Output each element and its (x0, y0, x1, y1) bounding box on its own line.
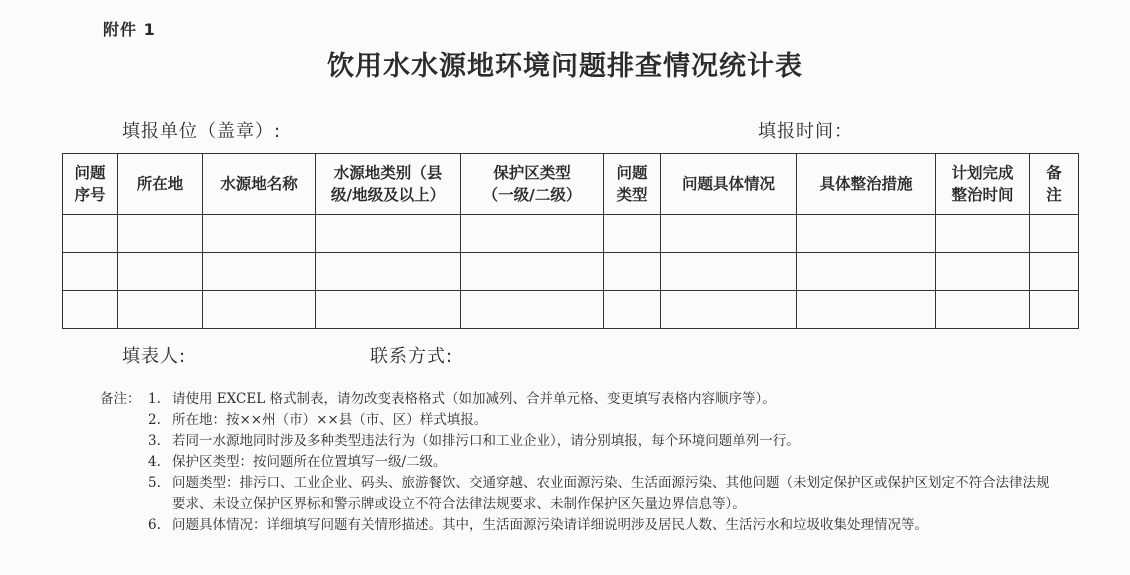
table-cell[interactable] (63, 215, 118, 253)
table-cell[interactable] (63, 253, 118, 291)
fill-unit-label: 填报单位（盖章）: (122, 121, 282, 142)
header-planned-completion: 计划完成 整治时间 (936, 154, 1030, 215)
table-cell[interactable] (203, 253, 316, 291)
note-number: 1. (148, 391, 161, 407)
note-item (100, 389, 1060, 410)
table-cell[interactable] (661, 215, 797, 253)
table-header-row (63, 154, 1079, 215)
table-cell[interactable] (936, 215, 1030, 253)
table-row (63, 253, 1079, 291)
header-remarks: 备 注 (1030, 154, 1079, 215)
table-cell[interactable] (1030, 253, 1079, 291)
note-text: 问题类型：排污口、工业企业、码头、旅游餐饮、交通穿越、农业面源污染、生活面源污染、其他问题（未划定保护区或保护区划定不符合法律法规要求、未设立保护区界标和警示牌或设立不符合法律法规要求、未制作保护区矢量边界信息等）。 (172, 475, 1050, 512)
table-cell[interactable] (316, 291, 461, 329)
table-cell[interactable] (203, 291, 316, 329)
header-source-category: 水源地类别（县 级/地级及以上） (316, 154, 461, 215)
note-item (100, 473, 1060, 515)
header-source-name: 水源地名称 (203, 154, 316, 215)
table-cell[interactable] (604, 291, 661, 329)
note-item (100, 410, 1060, 431)
table-cell[interactable] (1030, 291, 1079, 329)
table-cell[interactable] (316, 253, 461, 291)
table-cell[interactable] (118, 215, 203, 253)
header-remediation-measures: 具体整治措施 (797, 154, 936, 215)
note-number: 3. (148, 433, 161, 449)
note-text: 若同一水源地同时涉及多种类型违法行为（如排污口和工业企业），请分别填报，每个环境问题单列一行。 (172, 433, 800, 449)
fill-time-label: 填报时间： (758, 121, 853, 142)
note-number: 2. (148, 412, 161, 428)
table-cell[interactable] (797, 253, 936, 291)
note-item (100, 431, 1060, 452)
header-location: 所在地 (118, 154, 203, 215)
table-cell[interactable] (461, 215, 604, 253)
note-number: 6. (148, 517, 161, 533)
table-cell[interactable] (936, 253, 1030, 291)
page-title: 饮用水水源地环境问题排查情况统计表 (327, 51, 803, 82)
note-number: 4. (148, 454, 161, 470)
contact-label: 联系方式: (370, 346, 454, 367)
table-cell[interactable] (936, 291, 1030, 329)
note-text: 问题具体情况：详细填写问题有关情形描述。其中，生活面源污染请详细说明涉及居民人数、生活污水和垃圾收集处理情况等。 (172, 517, 928, 533)
table-row (63, 291, 1079, 329)
table-cell[interactable] (604, 253, 661, 291)
note-text: 请使用 EXCEL 格式制表，请勿改变表格格式（如加减列、合并单元格、变更填写表格内容顺序等）。 (172, 391, 776, 407)
table-cell[interactable] (1030, 215, 1079, 253)
note-number: 5. (148, 475, 161, 491)
table-cell[interactable] (118, 253, 203, 291)
note-item (100, 515, 1060, 536)
notes-heading: 备注： (100, 391, 141, 407)
table-row (63, 215, 1079, 253)
note-text: 保护区类型：按问题所在位置填写一级/二级。 (172, 454, 447, 470)
filler-label: 填表人: (122, 346, 187, 367)
note-item (100, 452, 1060, 473)
table-cell[interactable] (316, 215, 461, 253)
header-issue-number: 问题 序号 (63, 154, 118, 215)
note-text: 所在地：按××州（市）××县（市、区）样式填报。 (172, 412, 488, 428)
table-cell[interactable] (797, 215, 936, 253)
header-issue-type: 问题 类型 (604, 154, 661, 215)
table-cell[interactable] (797, 291, 936, 329)
table-cell[interactable] (118, 291, 203, 329)
table-cell[interactable] (203, 215, 316, 253)
table-cell[interactable] (661, 253, 797, 291)
table-cell[interactable] (604, 215, 661, 253)
header-issue-details: 问题具体情况 (661, 154, 797, 215)
table-cell[interactable] (461, 291, 604, 329)
header-protection-zone-type: 保护区类型 （一级/二级） (461, 154, 604, 215)
table-cell[interactable] (63, 291, 118, 329)
notes-section (100, 389, 1060, 536)
attachment-label: 附件 1 (103, 20, 156, 39)
table-cell[interactable] (461, 253, 604, 291)
statistics-table (62, 153, 1079, 329)
table-cell[interactable] (661, 291, 797, 329)
